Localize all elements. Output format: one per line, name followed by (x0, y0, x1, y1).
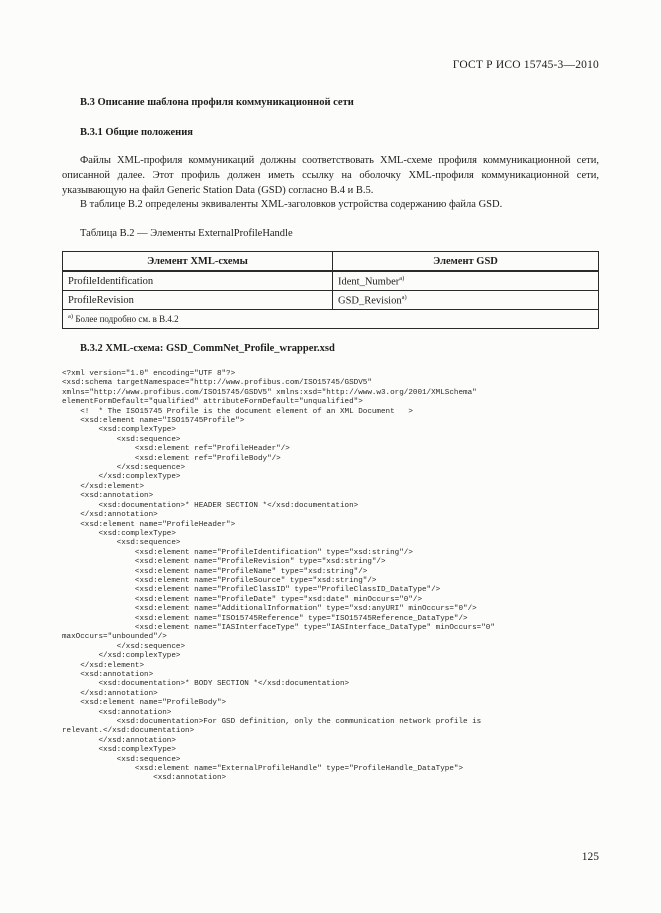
column-header-gsd: Элемент GSD (333, 252, 599, 272)
table-header-row (63, 252, 599, 272)
subsection-title-schema: B.3.2 XML-схема: GSD_CommNet_Profile_wrapper.xsd (80, 343, 335, 354)
footnote-mark: a) (401, 293, 407, 301)
paragraph-table-ref: В таблице B.2 определены эквиваленты XML-заголовков устройства содержанию файла GSD. (80, 199, 503, 210)
elements-table (62, 251, 599, 329)
footnote-text: Более подробно см. в B.4.2 (75, 313, 179, 324)
footnote-mark: a) (68, 312, 74, 320)
table-footnote-row (63, 310, 599, 329)
footnote-mark: a) (399, 274, 405, 282)
section-title: B.3 Описание шаблона профиля коммуникационной сети (80, 97, 354, 108)
cell-gsd-element (333, 291, 599, 310)
cell-gsd-element (333, 271, 599, 291)
gsd-value: Ident_Number (338, 276, 400, 288)
gsd-value: GSD_Revision (338, 295, 402, 307)
page-number: 125 (581, 851, 599, 863)
table-row (63, 271, 599, 291)
paragraph-intro: Файлы XML-профиля коммуникаций должны соответствовать XML-схеме профиля коммуникационной сети, описанной далее. Этот профиль должен иметь ссылку на оболочку XML-профиля коммуникационной сети, указывающую на файл Generic Station Data (GSD) согласно B.4 и B.5. (62, 155, 599, 196)
standard-header: ГОСТ Р ИСО 15745-3—2010 (452, 59, 599, 71)
subsection-title-general: B.3.1 Общие положения (80, 127, 193, 138)
table-caption: Таблица B.2 — Элементы ExternalProfileHandle (80, 228, 293, 239)
table-row (63, 291, 599, 310)
cell-xml-element: ProfileRevision (63, 291, 333, 310)
column-header-xml: Элемент XML-схемы (63, 252, 333, 272)
cell-xml-element: ProfileIdentification (63, 271, 333, 291)
xml-schema-code: <?xml version="1.0" encoding="UTF 8"?> <xsd:schema targetNamespace="http://www.profibus.com/ISO15745/GSDV5" xmlns="http://www.profibus.com/ISO15745/GSDV5" xmlns:xsd="http://www.w3.org/2001/XMLSchema" elementFormDefault="qualified" attributeFormDefault="unqualified"> <! * The ISO15745 Profile is the document element of an XML Document > <xsd:element name="ISO15745Profile"> <xsd:complexType> <xsd:sequence> <xsd:element ref="ProfileHeader"/> <xsd:element ref="ProfileBody"/> </xsd:sequence> </xsd:complexType> </xsd:element> <xsd:annotation> <xsd:documentation>* HEADER SECTION *</xsd:documentation> </xsd:annotation> <xsd:element name="ProfileHeader"> <xsd:complexType> <xsd:sequence> <xsd:element name="ProfileIdentification" type="xsd:string"/> <xsd:element name="ProfileRevision" type="xsd:string"/> <xsd:element name="ProfileName" type="xsd:string"/> <xsd:element name="ProfileSource" type="xsd:string"/> <xsd:element name="ProfileClassID" type="ProfileClassID_DataType"/> <xsd:element name="ProfileDate" type="xsd:date" minOccurs="0"/> <xsd:element name="AdditionalInformation" type="xsd:anyURI" minOccurs="0"/> <xsd:element name="ISO15745Reference" type="ISO15745Reference_DataType"/> <xsd:element name="IASInterfaceType" type="IASInterface_DataType" minOccurs="0" maxOccurs="unbounded"/> </xsd:sequence> </xsd:complexType> </xsd:element> <xsd:annotation> <xsd:documentation>* BODY SECTION *</xsd:documentation> </xsd:annotation> <xsd:element name="ProfileBody"> <xsd:annotation> <xsd:documentation>For GSD definition, only the communication network profile is relevant.</xsd:documentation> </xsd:annotation> <xsd:complexType> <xsd:sequence> <xsd:element name="ExternalProfileHandle" type="ProfileHandle_DataType"> <xsd:annotation> (62, 370, 495, 783)
table-footnote (63, 310, 599, 329)
